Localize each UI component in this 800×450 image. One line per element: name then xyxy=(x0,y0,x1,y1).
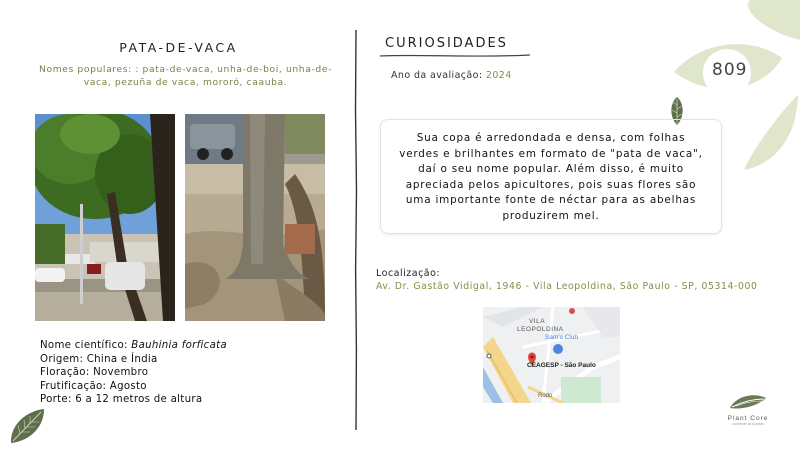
corner-leaf-icon xyxy=(8,405,48,445)
vertical-divider xyxy=(352,30,360,430)
map-road-label: Rodo xyxy=(538,393,553,399)
scientific-name-label: Nome científico: xyxy=(40,340,128,351)
logo-name: Plant Core xyxy=(727,415,769,422)
evaluation-year xyxy=(391,70,512,81)
tree-photo-street xyxy=(35,114,175,321)
scientific-name-value: Bauhinia forficata xyxy=(131,340,227,351)
origin-row: Origem: China e Índia xyxy=(40,353,158,365)
popular-names: Nomes populares: : pata-de-vaca, unha-de-boi, unha-de-vaca, pezuña de vaca, mororó, caauba. xyxy=(39,64,332,88)
plant-core-logo xyxy=(718,392,778,426)
curiosity-text: Sua copa é arredondada e densa, com folhas verdes e brilhantes em formato de "pata de vaca", daí o seu nome popular. Além disso, é muito apreciada pelos apicultores, pois suas flores são uma importante fonte de néctar para as abelhas produzirem mel. xyxy=(399,132,703,222)
curiosity-card xyxy=(380,119,722,234)
size-row: Porte: 6 a 12 metros de altura xyxy=(40,394,203,406)
plant-title: PATA-DE-VACA xyxy=(119,40,238,55)
curiosities-heading: CURIOSIDADES xyxy=(385,36,508,51)
tree-number-badge: 809 xyxy=(712,60,748,80)
evaluation-year-value: 2024 xyxy=(485,70,512,81)
flowering-row: Floração: Novembro xyxy=(40,367,149,379)
fruiting-row: Frutificação: Agosto xyxy=(40,380,147,392)
logo-tagline: conhecer as plantas xyxy=(732,422,764,426)
evaluation-year-label: Ano da avaliação: xyxy=(391,70,483,81)
heading-underline xyxy=(380,53,530,59)
map-store-label: Sam's Club xyxy=(545,334,579,341)
plant-info xyxy=(40,339,227,407)
location-address: Av. Dr. Gastão Vidigal, 1946 - Vila Leopoldina, São Paulo - SP, 05314-000 xyxy=(376,281,758,292)
tree-photo-trunk xyxy=(185,114,325,321)
map-district-label: VILA LEOPOLDINA xyxy=(517,318,564,333)
scientific-name-row xyxy=(40,339,227,353)
logo-leaf-icon xyxy=(728,392,768,410)
map-place-label: CEAGESP - São Paulo xyxy=(527,362,596,369)
location-map[interactable] xyxy=(483,307,620,403)
location-label: Localização: xyxy=(376,268,441,279)
